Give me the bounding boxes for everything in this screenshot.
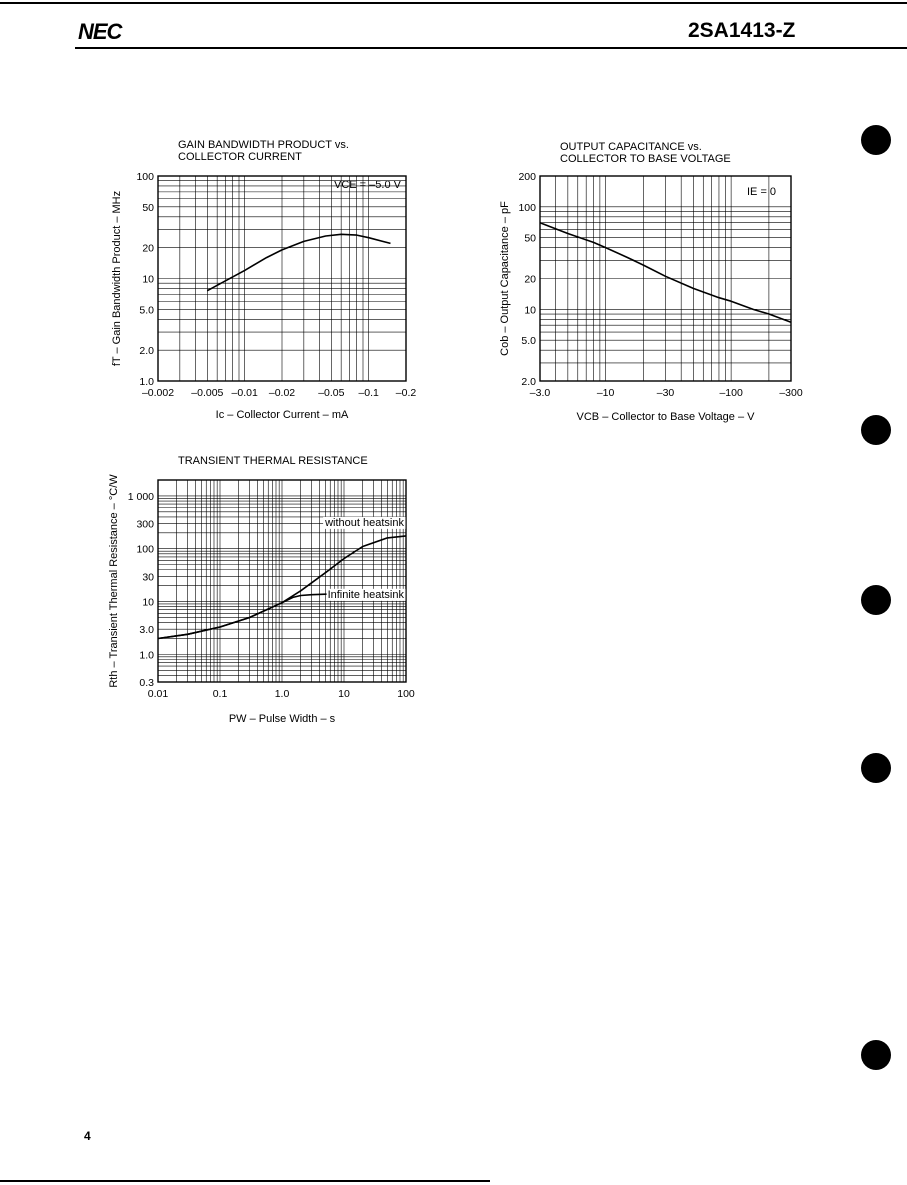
x-tick-label: –30 bbox=[656, 387, 675, 399]
gain-bandwidth-chart bbox=[111, 139, 416, 421]
x-axis-label: Ic – Collector Current – mA bbox=[215, 409, 349, 421]
y-tick-label: 10 bbox=[524, 304, 536, 317]
x-tick-label: –0.1 bbox=[358, 387, 379, 399]
y-tick-label: 300 bbox=[136, 518, 154, 531]
x-tick-label: –0.002 bbox=[141, 387, 175, 399]
y-tick-label: 0.3 bbox=[139, 677, 154, 689]
y-tick-label: 1 000 bbox=[127, 490, 154, 503]
x-tick-label: 0.1 bbox=[212, 688, 228, 700]
x-tick-label: 100 bbox=[397, 688, 415, 700]
chart-annotation: VCE = –5.0 V bbox=[334, 179, 401, 191]
y-tick-label: 1.0 bbox=[139, 649, 154, 662]
x-tick-label: 1.0 bbox=[274, 688, 290, 700]
x-tick-label: –0.05 bbox=[318, 387, 345, 399]
y-tick-label: 100 bbox=[136, 171, 154, 183]
y-tick-label: 2.0 bbox=[139, 345, 154, 358]
y-axis-label: Rth – Transient Thermal Resistance – °C/W bbox=[108, 474, 120, 688]
y-tick-label: 100 bbox=[136, 543, 154, 556]
y-tick-label: 5.0 bbox=[139, 304, 154, 317]
x-tick-label: 0.01 bbox=[147, 688, 169, 700]
chart-subtitle: COLLECTOR CURRENT bbox=[178, 151, 302, 163]
x-tick-label: –0.005 bbox=[191, 387, 224, 399]
x-axis-label: PW – Pulse Width – s bbox=[228, 713, 336, 725]
chart-annotation: IE = 0 bbox=[747, 186, 777, 198]
y-axis-label: Cob – Output Capacitance – pF bbox=[499, 201, 511, 356]
part-number: 2SA1413-Z bbox=[688, 19, 796, 42]
output-capacitance-chart bbox=[499, 141, 803, 423]
chart-title: GAIN BANDWIDTH PRODUCT vs. bbox=[178, 139, 349, 151]
bottom-rule bbox=[0, 1180, 490, 1182]
y-tick-label: 100 bbox=[518, 201, 536, 214]
x-tick-label: –3.0 bbox=[529, 387, 551, 399]
y-tick-label: 5.0 bbox=[521, 335, 536, 348]
x-tick-label: –0.01 bbox=[231, 387, 258, 399]
series-line bbox=[158, 594, 344, 639]
x-axis-label: VCB – Collector to Base Voltage – V bbox=[576, 411, 755, 423]
x-tick-label: –100 bbox=[719, 387, 743, 399]
y-tick-label: 50 bbox=[524, 232, 536, 245]
y-tick-label: 50 bbox=[142, 201, 154, 214]
thermal-resistance-chart bbox=[108, 455, 415, 725]
y-tick-label: 1.0 bbox=[139, 376, 154, 388]
y-tick-label: 20 bbox=[142, 242, 154, 255]
series-label: without heatsink bbox=[325, 516, 404, 529]
x-tick-label: –10 bbox=[596, 387, 615, 399]
x-tick-label: –0.02 bbox=[268, 387, 296, 399]
y-tick-label: 3.0 bbox=[139, 624, 154, 637]
y-tick-label: 10 bbox=[142, 273, 154, 286]
x-tick-label: 10 bbox=[338, 688, 350, 700]
chart-title: TRANSIENT THERMAL RESISTANCE bbox=[178, 455, 368, 467]
y-tick-label: 2.0 bbox=[521, 376, 536, 388]
y-tick-label: 30 bbox=[142, 571, 154, 584]
series-label: Infinite heatsink bbox=[327, 588, 404, 601]
y-tick-label: 20 bbox=[524, 273, 536, 286]
y-axis-label: fT – Gain Bandwidth Product – MHz bbox=[111, 190, 123, 367]
x-tick-label: –0.2 bbox=[395, 387, 417, 399]
chart-subtitle: COLLECTOR TO BASE VOLTAGE bbox=[560, 153, 731, 165]
x-tick-label: –300 bbox=[779, 387, 803, 399]
chart-title: OUTPUT CAPACITANCE vs. bbox=[560, 141, 702, 153]
y-tick-label: 200 bbox=[518, 171, 536, 183]
brand-logo: NEC bbox=[78, 19, 122, 44]
y-tick-label: 10 bbox=[142, 596, 154, 609]
page-number: 4 bbox=[84, 1129, 91, 1143]
